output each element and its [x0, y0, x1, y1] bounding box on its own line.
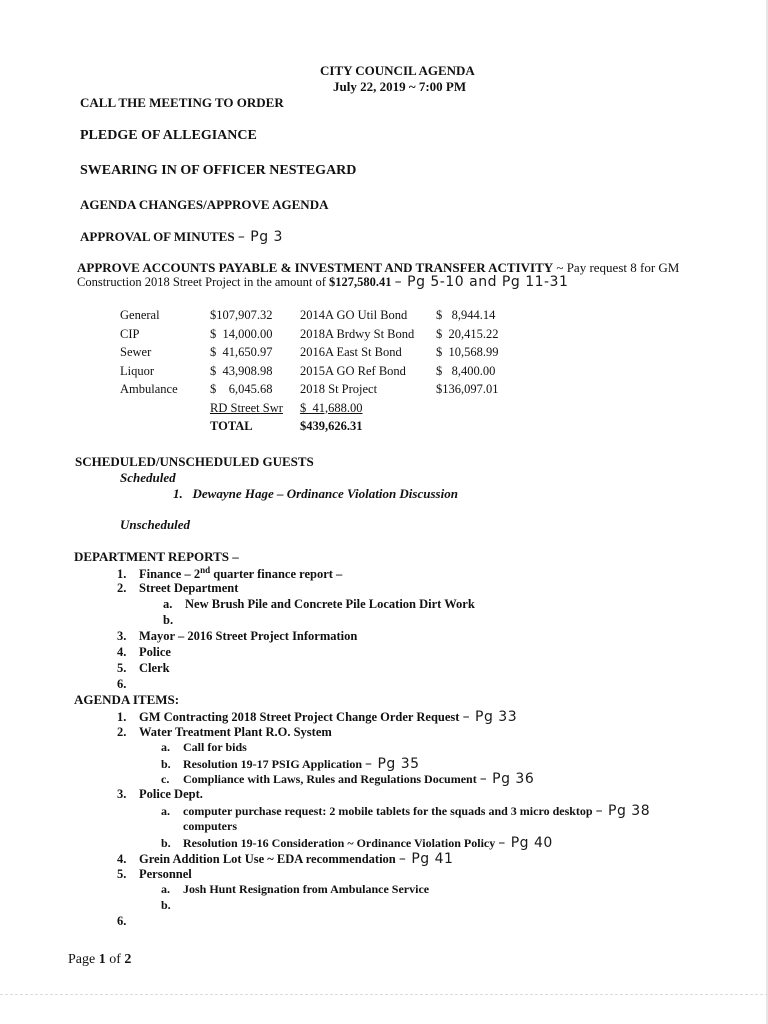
bond-name: 2018A Brdwy St Bond	[300, 326, 415, 341]
dept-report-item	[163, 597, 475, 612]
dept-report-item	[117, 661, 170, 676]
page-total: 2	[124, 952, 132, 967]
empty-cell	[120, 419, 210, 438]
fund-amount: $ 6,045.68	[210, 382, 273, 396]
item-number: 6.	[117, 914, 127, 928]
agenda-item	[161, 819, 237, 834]
agenda-item	[161, 740, 247, 755]
agenda-item	[117, 709, 517, 725]
item-number: c.	[161, 772, 170, 786]
handwritten-page-note: – Pg 38	[595, 803, 651, 819]
minutes-handwritten-note: – Pg 3	[237, 229, 283, 245]
item-text: Mayor – 2016 Street Project Information	[139, 629, 358, 643]
total-amount: $439,626.31	[300, 419, 363, 433]
accounts-line-2	[77, 274, 568, 290]
empty-cell	[120, 401, 210, 420]
agenda-item	[161, 898, 183, 913]
agenda-item	[161, 756, 420, 772]
approval-of-minutes	[80, 229, 283, 245]
agenda-item	[161, 803, 650, 819]
call-to-order: CALL THE MEETING TO ORDER	[80, 95, 284, 110]
agenda-items-heading: AGENDA ITEMS:	[74, 692, 180, 707]
item-number: b.	[161, 898, 171, 912]
item-text: Clerk	[139, 661, 170, 675]
item-superscript: nd	[200, 565, 211, 575]
fund-amount: $107,907.32	[210, 308, 273, 322]
scheduled-label: Scheduled	[120, 470, 176, 485]
scan-artifact	[0, 994, 768, 997]
item-number: 2.	[117, 581, 127, 595]
item-text: Finance – 2	[139, 567, 201, 582]
agenda-item	[161, 835, 553, 851]
item-number: 1.	[117, 567, 127, 582]
item-text: New Brush Pile and Concrete Pile Location Dirt Work	[185, 597, 475, 611]
funds-table	[120, 308, 516, 438]
item-number: 1.	[117, 710, 127, 724]
item-number: 3.	[117, 629, 127, 643]
accounts-heading: APPROVE ACCOUNTS PAYABLE & INVESTMENT AND TRANSFER ACTIVITY	[77, 260, 554, 275]
bond-amount: $ 8,944.14	[436, 308, 496, 322]
item-text: Resolution 19-16 Consideration ~ Ordinance Violation Policy	[183, 836, 496, 850]
item-number: b.	[163, 613, 174, 627]
item-number: 4.	[117, 852, 127, 866]
rd-street-label: RD Street Swr	[210, 400, 283, 415]
item-number: 3.	[117, 787, 127, 801]
fund-amount: $ 41,650.97	[210, 345, 273, 359]
swearing-in: SWEARING IN OF OFFICER NESTEGARD	[80, 163, 357, 178]
handwritten-page-note: – Pg 41	[398, 851, 454, 867]
dept-report-item	[117, 677, 139, 692]
meeting-date: July 22, 2019 ~ 7:00 PM	[333, 79, 467, 94]
agenda-item	[117, 914, 139, 929]
item-text: Personnel	[139, 867, 192, 881]
fund-name: Liquor	[120, 363, 155, 378]
agenda-item	[117, 851, 453, 867]
item-text: computers	[183, 819, 237, 833]
scheduled-item	[173, 486, 458, 502]
bond-amount: $136,097.01	[436, 382, 499, 396]
page-of: of	[105, 952, 125, 967]
fund-name: General	[120, 308, 160, 322]
item-number: a.	[163, 597, 173, 611]
rd-street-amount: $ 41,688.00	[300, 400, 363, 415]
bond-name: 2014A GO Util Bond	[300, 308, 408, 322]
item-text: Call for bids	[183, 740, 247, 754]
accounts-tail: ~ Pay request 8 for GM	[553, 260, 680, 275]
empty-cell	[436, 419, 516, 438]
minutes-label: APPROVAL OF MINUTES	[80, 229, 235, 244]
item-number: 6.	[117, 677, 127, 691]
accounts-amount: $127,580.41	[329, 275, 392, 289]
agenda-item	[161, 771, 534, 787]
fund-row	[120, 327, 516, 346]
bond-name: 2015A GO Ref Bond	[300, 363, 406, 378]
dept-report-item	[163, 613, 185, 628]
agenda-item	[161, 882, 429, 897]
handwritten-page-note: – Pg 35	[365, 756, 420, 772]
bond-amount: $ 20,415.22	[436, 326, 499, 341]
bond-name: 2018 St Project	[300, 382, 378, 396]
item-number: 4.	[117, 645, 127, 659]
pledge: PLEDGE OF ALLEGIANCE	[80, 128, 257, 143]
dept-report-item	[117, 629, 357, 644]
fund-amount: $ 43,908.98	[210, 363, 273, 378]
dept-report-item	[117, 581, 238, 596]
total-label: TOTAL	[210, 419, 253, 433]
item-number: a.	[161, 804, 170, 818]
item-number: 5.	[117, 867, 127, 881]
page-label: Page	[68, 952, 99, 967]
item-text-tail: quarter finance report –	[210, 567, 343, 582]
handwritten-page-note: – Pg 36	[479, 771, 535, 787]
fund-row	[120, 308, 516, 327]
fund-name: CIP	[120, 326, 140, 341]
fund-amount: $ 14,000.00	[210, 326, 273, 341]
bond-amount: $ 8,400.00	[436, 363, 496, 378]
fund-row	[120, 364, 516, 383]
agenda-item	[117, 725, 332, 740]
handwritten-page-note: – Pg 33	[462, 709, 518, 725]
item-text: Josh Hunt Resignation from Ambulance Service	[183, 882, 430, 896]
item-number: a.	[161, 740, 170, 754]
item-number: a.	[161, 882, 170, 896]
fund-name: Ambulance	[120, 382, 178, 396]
scheduled-item-text: Dewayne Hage – Ordinance Violation Discussion	[192, 486, 458, 501]
fund-row	[120, 345, 516, 364]
item-text: Grein Addition Lot Use ~ EDA recommendation	[139, 852, 396, 866]
unscheduled-label: Unscheduled	[120, 517, 191, 532]
item-number: 2.	[117, 725, 127, 739]
dept-report-item	[117, 565, 342, 582]
total-row	[120, 419, 516, 438]
item-text: Police	[139, 645, 171, 659]
item-text: GM Contracting 2018 Street Project Change Order Request	[139, 710, 460, 724]
empty-cell	[436, 401, 516, 420]
item-text: Resolution 19-17 PSIG Application	[183, 757, 363, 771]
item-text: Street Department	[139, 581, 239, 595]
agenda-title: CITY COUNCIL AGENDA	[320, 63, 475, 78]
agenda-changes: AGENDA CHANGES/APPROVE AGENDA	[80, 197, 329, 212]
item-text: Water Treatment Plant R.O. System	[139, 725, 332, 739]
agenda-item	[117, 787, 203, 802]
dept-report-item	[117, 645, 171, 660]
dept-reports-heading: DEPARTMENT REPORTS –	[74, 549, 239, 564]
item-number: b.	[161, 757, 171, 771]
bond-amount: $ 10,568.99	[436, 345, 499, 359]
item-text: computer purchase request: 2 mobile tablets for the squads and 3 micro desktop	[183, 804, 593, 818]
page-number	[68, 952, 131, 968]
page-current: 1	[98, 952, 106, 967]
agenda-item	[117, 867, 192, 882]
accounts-text: Construction 2018 Street Project in the amount of	[77, 275, 330, 289]
rd-street-row	[120, 401, 516, 420]
bond-name: 2016A East St Bond	[300, 345, 402, 359]
fund-name: Sewer	[120, 345, 152, 359]
accounts-handwritten-note: – Pg 5-10 and Pg 11-31	[394, 274, 569, 290]
handwritten-page-note: – Pg 40	[498, 835, 553, 851]
fund-row	[120, 382, 516, 401]
item-text: Compliance with Laws, Rules and Regulations Document	[183, 772, 477, 786]
guests-heading: SCHEDULED/UNSCHEDULED GUESTS	[75, 454, 314, 469]
item-number: b.	[161, 836, 171, 850]
item-text: Police Dept.	[139, 787, 203, 801]
item-number: 5.	[117, 661, 127, 675]
scheduled-item-number: 1.	[173, 486, 183, 501]
